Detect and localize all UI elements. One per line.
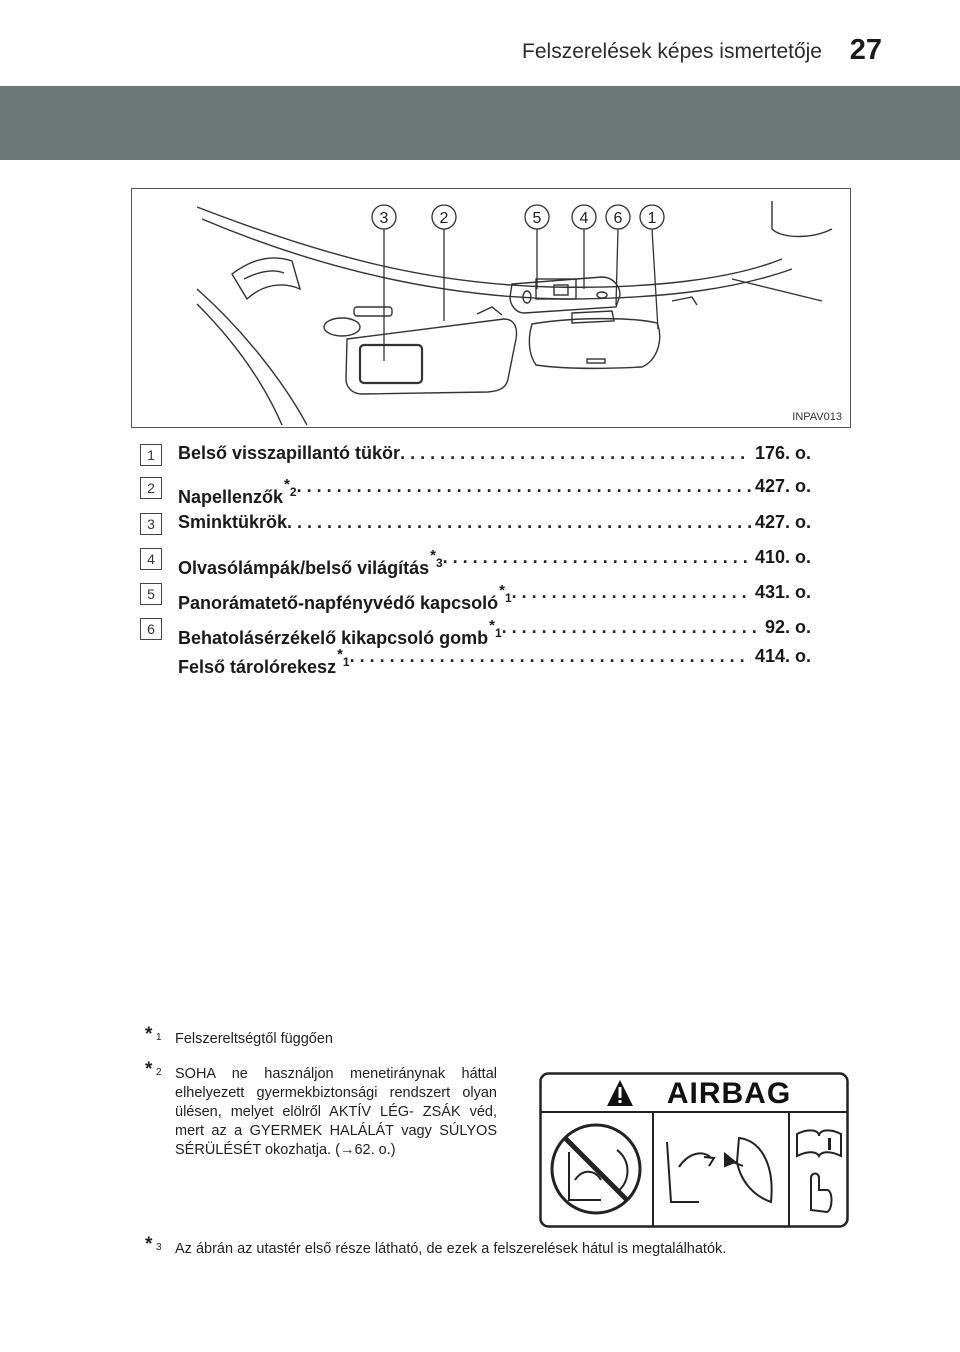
footnote: * 1 Felszereltségtől függően bbox=[145, 1024, 333, 1047]
list-item: 5 Panorámatető-napfényvédő kapcsoló$^{*1}$ . . . 431. o. bbox=[140, 582, 820, 612]
list-item: 2 Napellenzők$^{*2}$ . . . 427. o. bbox=[140, 476, 820, 506]
footnote-text: SOHA ne használjon menetiránynak háttal elhelyezett gyermekbiztonsági rendszert olyan ülésen, melyet elölről AKTÍV LÉG- ZSÁK véd, mert az a GYERMEK HALÁLÁT vagy SÚLYOS SÉRÜLÉSÉT okozhatja. (→62. o.) bbox=[175, 1066, 497, 1158]
footnote-text: Az ábrán az utastér első része látható, de ezek a felszerelések hátul is megtalálhatók. bbox=[175, 1241, 727, 1257]
page-ref: 427. o. bbox=[754, 512, 811, 532]
item-number: 5 bbox=[140, 583, 162, 605]
callout-label: 5 bbox=[532, 210, 542, 227]
page-ref: 176. o. bbox=[754, 443, 811, 463]
page-number: 27 bbox=[849, 34, 882, 66]
callout-label: 6 bbox=[613, 210, 623, 227]
page-ref: 92. o. bbox=[764, 617, 811, 637]
footnote-mark: 3 bbox=[156, 1242, 162, 1253]
footnote-ref: 1 bbox=[494, 626, 502, 640]
footnote: * 3 Az ábrán az utastér első része látható, de ezek a felszerelések hátul is megtalálhatók. bbox=[145, 1234, 727, 1257]
item-label: Behatolásérzékelő kikapcsoló gomb bbox=[178, 628, 489, 648]
interior-drawing bbox=[132, 189, 850, 427]
item-number: 3 bbox=[140, 513, 162, 535]
item-label: Belső visszapillantó tükör bbox=[178, 443, 401, 463]
interior-illustration bbox=[131, 188, 851, 428]
item-number: 1 bbox=[140, 444, 162, 466]
footnote-text: Felszereltségtől függően bbox=[175, 1031, 333, 1047]
item-number: 6 bbox=[140, 618, 162, 640]
callout-label: 2 bbox=[439, 210, 449, 227]
footnote-mark: 2 bbox=[156, 1067, 162, 1078]
list-item bbox=[140, 512, 820, 542]
page-ref: 414. o. bbox=[754, 646, 811, 666]
callout-label: 1 bbox=[647, 210, 657, 227]
footnote-ref: 3 bbox=[435, 556, 443, 570]
item-label: Felső tárolórekesz bbox=[178, 657, 337, 677]
footnote-mark: 1 bbox=[156, 1032, 162, 1043]
item-number: 4 bbox=[140, 548, 162, 570]
page-ref: 410. o. bbox=[754, 547, 811, 567]
page-ref: 431. o. bbox=[754, 582, 811, 602]
item-label: Olvasólámpák/belső világítás bbox=[178, 558, 430, 578]
page-ref: 427. o. bbox=[754, 476, 811, 496]
item-number: 2 bbox=[140, 477, 162, 499]
footnote-ref: 2 bbox=[289, 485, 297, 499]
page-header bbox=[0, 0, 960, 78]
footnote: * 2 SOHA ne használjon menetiránynak háttal elhelyezett gyermekbiztonsági rendszert olyan ülésen, melyet elölről AKTÍV LÉG- ZSÁK véd, mert az a GYERMEK HALÁLÁT vagy SÚLYOS SÉRÜLÉSÉT okozhatja. (→62. o.) bbox=[145, 1059, 497, 1158]
list-item: 4 Olvasólámpák/belső világítás$^{*3}$ . . . 410. o. bbox=[140, 547, 820, 577]
airbag-title: AIRBAG bbox=[666, 1077, 792, 1110]
list-item: Felső tárolórekesz$^{*1}$ . . . 414. o. bbox=[140, 646, 820, 676]
illustration-code: INPAV013 bbox=[792, 411, 842, 423]
footnote-ref: 1 bbox=[342, 655, 350, 669]
item-label: Panorámatető-napfényvédő kapcsoló bbox=[178, 593, 499, 613]
callout-label: 3 bbox=[379, 210, 389, 227]
item-label: Sminktükrök bbox=[178, 512, 288, 532]
callout-label: 4 bbox=[579, 210, 589, 227]
airbag-warning-label bbox=[539, 1072, 849, 1228]
footnote-ref: 1 bbox=[504, 591, 512, 605]
header-band bbox=[0, 86, 960, 160]
section-title: Felszerelések képes ismertetője bbox=[522, 40, 822, 63]
item-label: Napellenzők bbox=[178, 487, 284, 507]
list-item bbox=[140, 443, 820, 473]
list-item: 6 Behatolásérzékelő kikapcsoló gomb$^{*1}$ . . . 92. o. bbox=[140, 617, 820, 647]
